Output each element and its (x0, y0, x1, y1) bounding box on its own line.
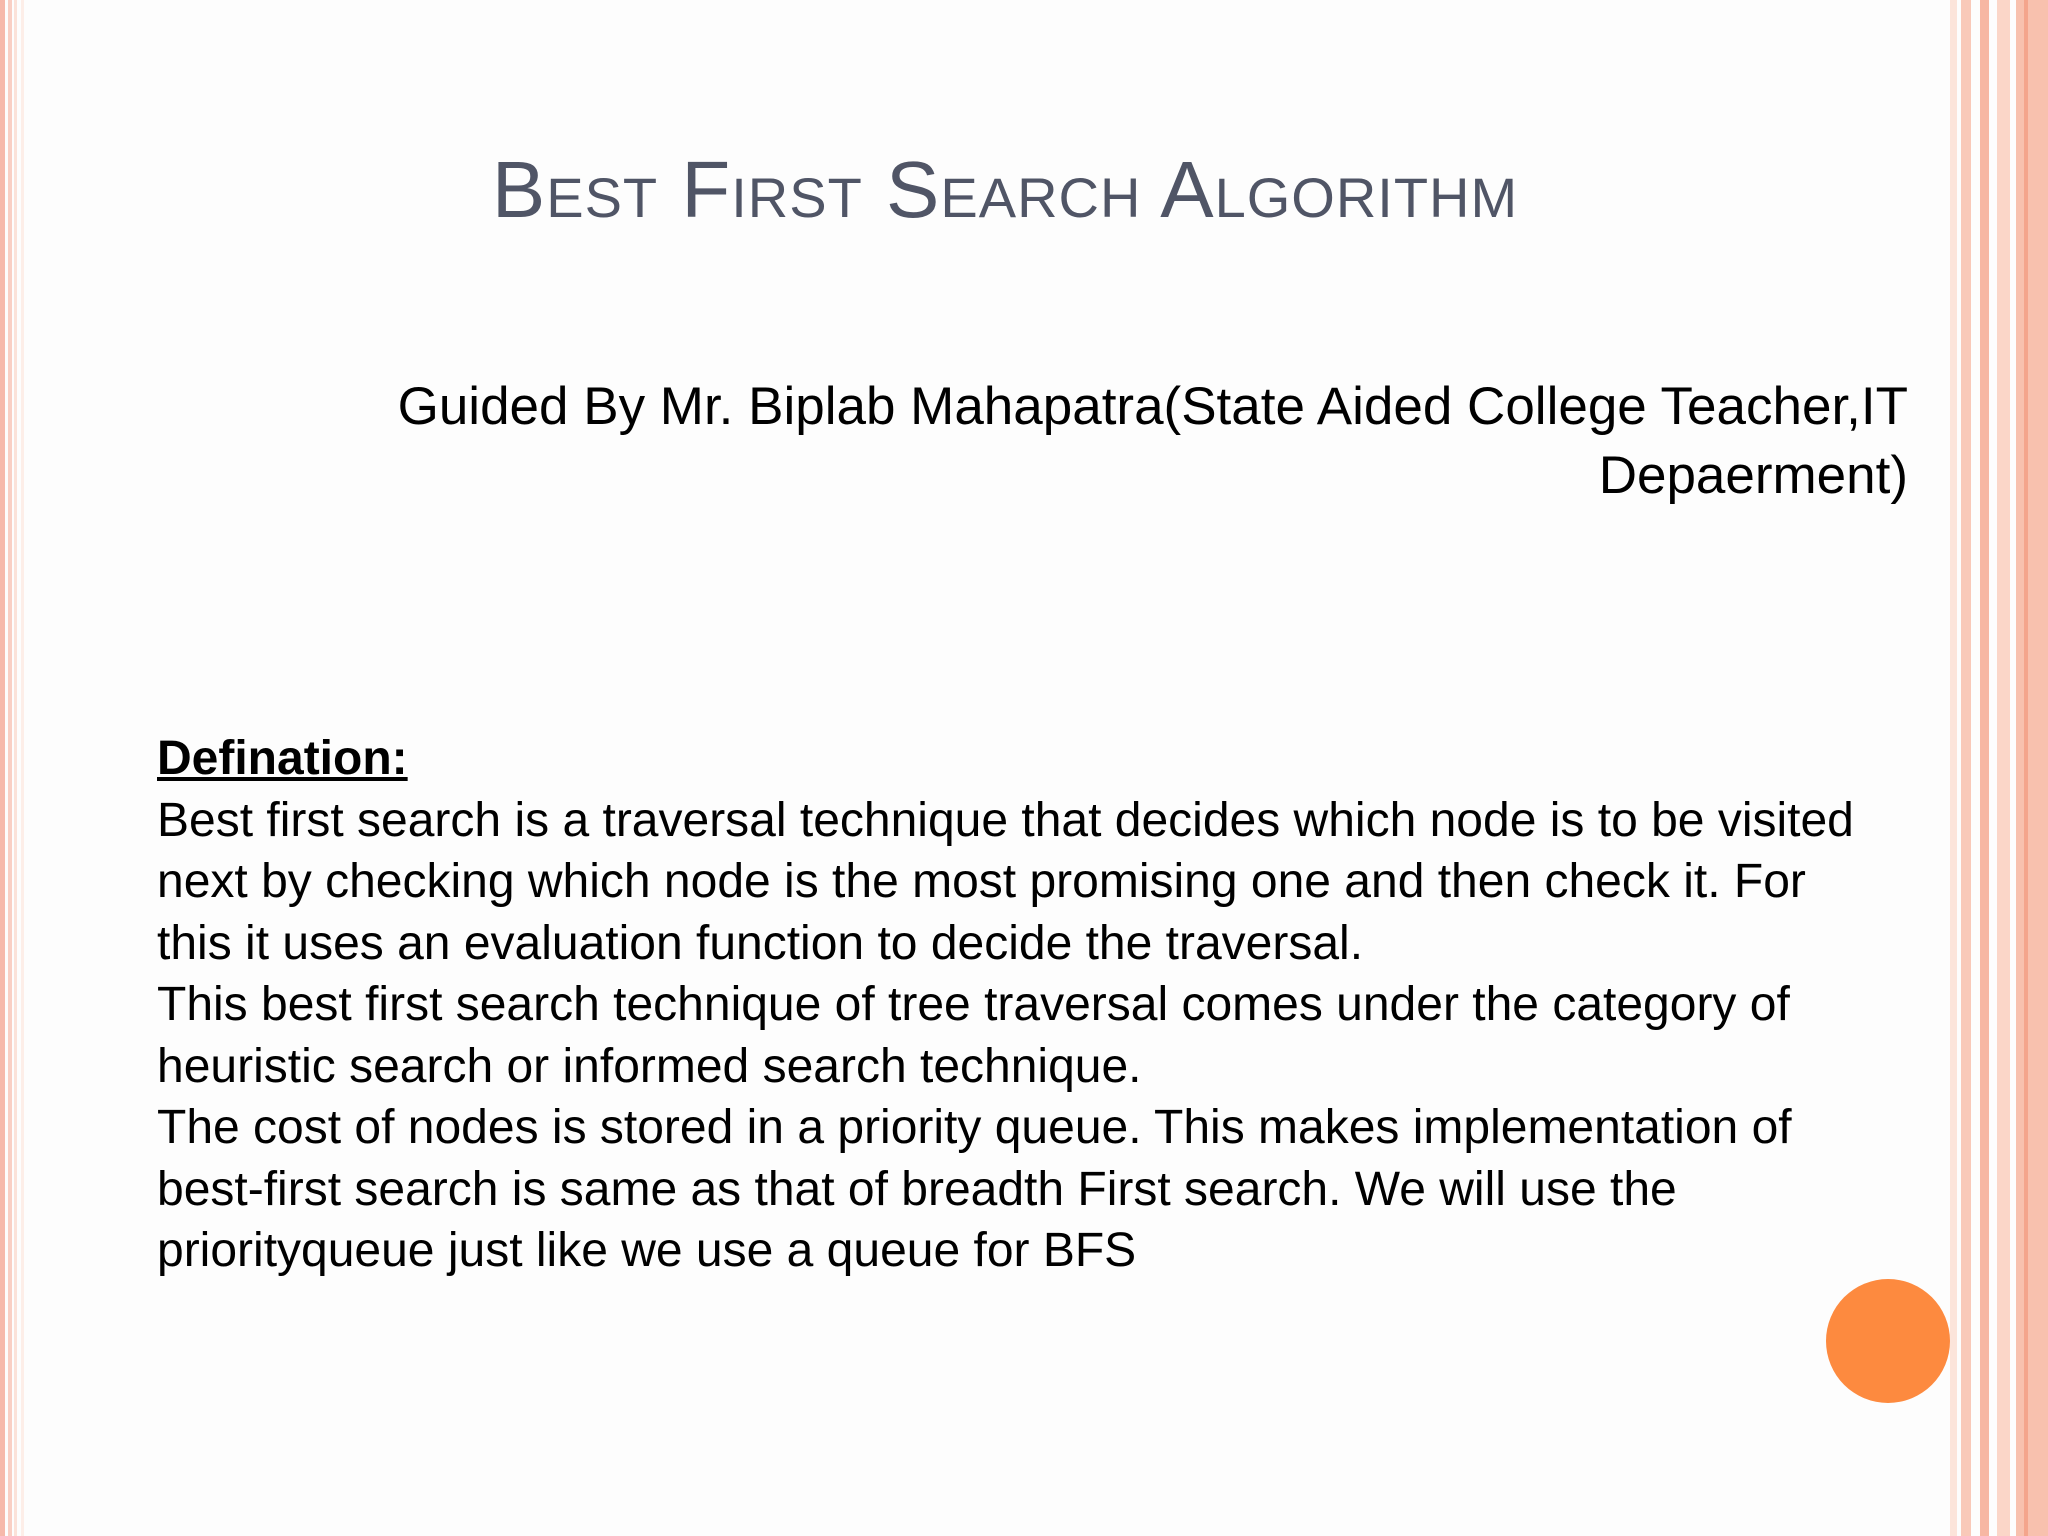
right-border-stripe (2024, 0, 2028, 1536)
right-border-stripe (2016, 0, 2048, 1536)
left-border-stripe (0, 0, 5, 1536)
guide-credit (260, 372, 1908, 510)
definition-block (157, 728, 1877, 1282)
right-border-stripe (1980, 0, 1989, 1536)
definition-heading: Defination: (157, 732, 408, 785)
right-border-stripe (1950, 0, 1957, 1536)
guide-credit-line-2: Depaerment) (1598, 446, 1908, 505)
definition-paragraph: The cost of nodes is stored in a priority queue. This makes implementation of best-first search is same as that of breadth First search. We will use the priorityqueue just like we use a queue for BFS (157, 1101, 1792, 1277)
left-border-stripe (8, 0, 12, 1536)
left-border-stripe (14, 0, 17, 1536)
right-border-stripe (1997, 0, 2010, 1536)
guide-credit-line-1: Guided By Mr. Biplab Mahapatra(State Aided College Teacher,IT (397, 377, 1908, 436)
right-border-stripe (1961, 0, 1971, 1536)
slide-title: Best First Search Algorithm (491, 145, 1519, 234)
orange-circle-decoration (1826, 1279, 1950, 1403)
definition-paragraph: This best first search technique of tree traversal comes under the category of heuristic search or informed search technique. (157, 978, 1790, 1093)
left-border-stripe (21, 0, 24, 1536)
definition-paragraph: Best first search is a traversal technique that decides which node is to be visited next by checking which node is the most promising one and then check it. For this it uses an evaluation function to decide the traversal. (157, 793, 1854, 970)
